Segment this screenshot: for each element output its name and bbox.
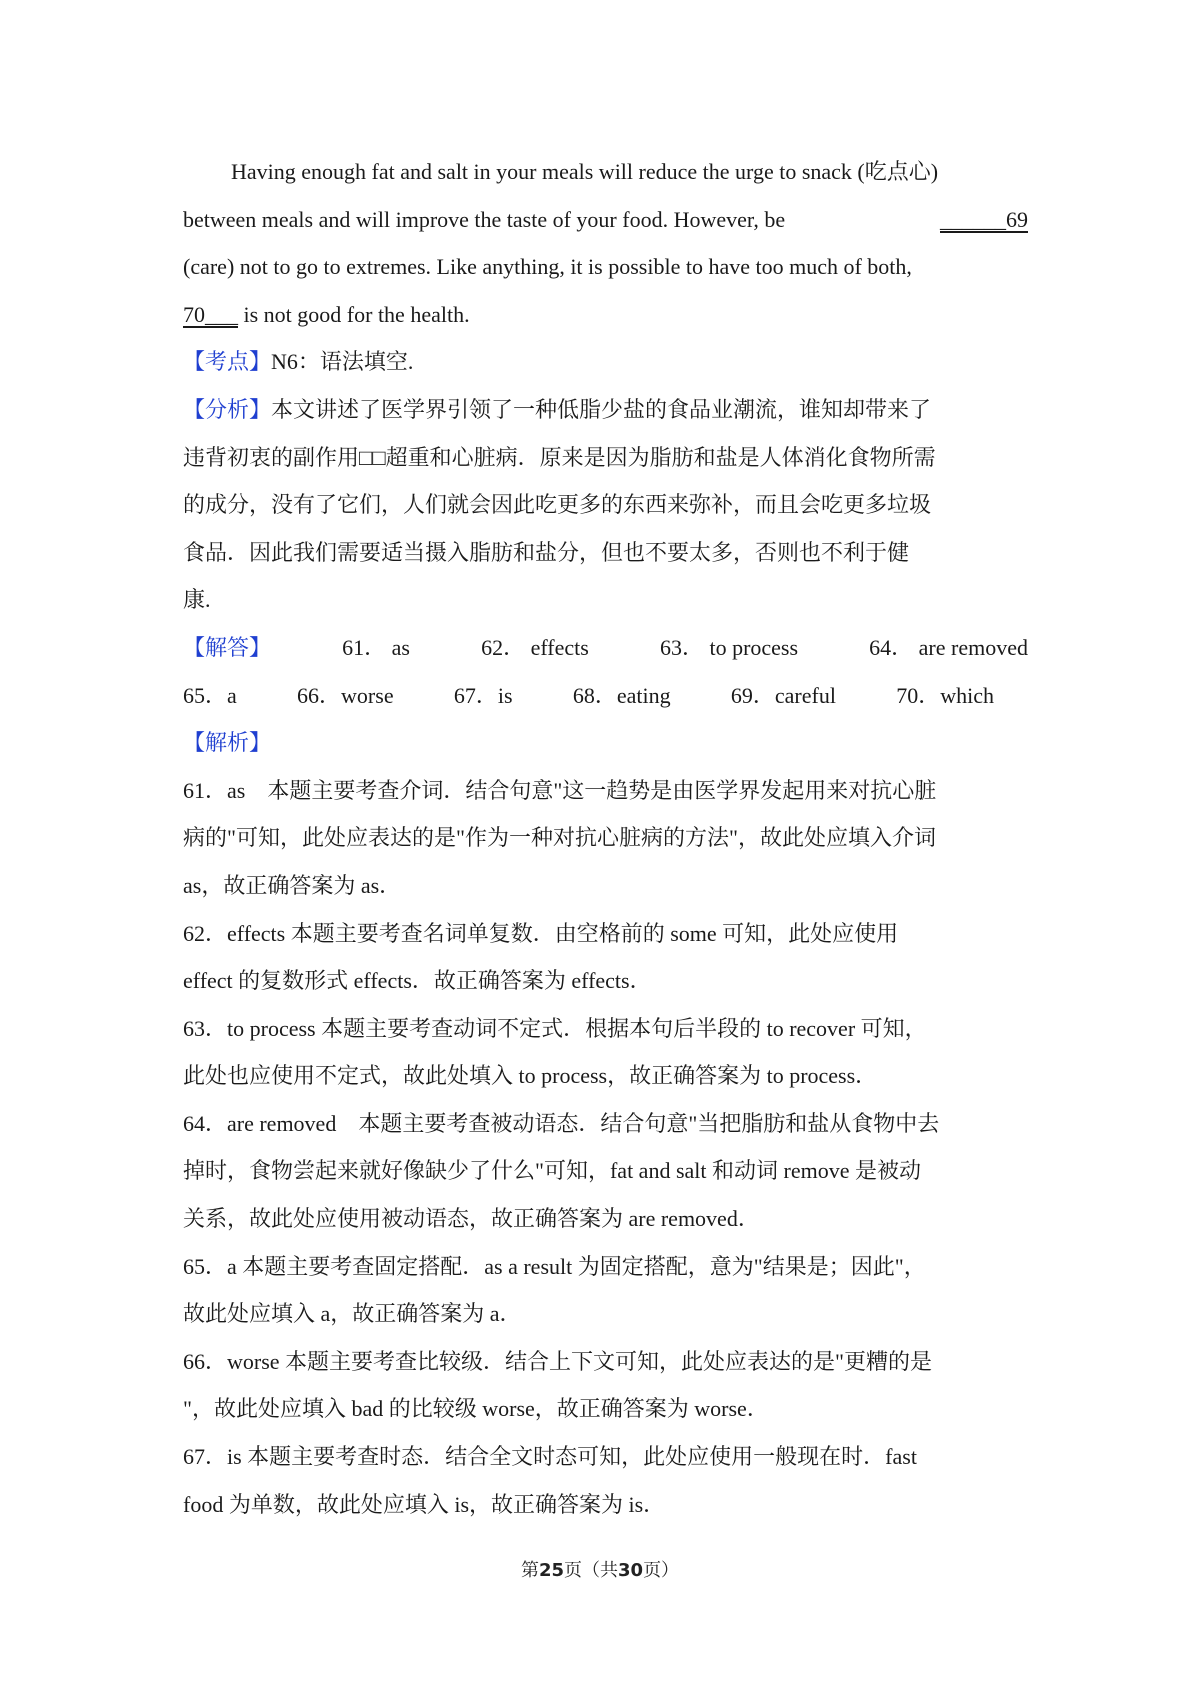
answer-69: 69．careful xyxy=(730,682,836,708)
footer-total-pages: 30 xyxy=(618,1560,644,1581)
passage-line-4 xyxy=(183,291,1028,339)
fenxi-line-3: 的成分，没有了它们，人们就会因此吃更多的东西来弥补，而且会吃更多垃圾 xyxy=(183,492,932,518)
jieda-row-1 xyxy=(183,624,1028,672)
passage-line-2 xyxy=(183,196,1028,244)
jiexi-line: 61．as 本题主要考查介词．结合句意"这一趋势是由医学界发起用来对抗心脏 xyxy=(183,777,937,803)
jiexi-line: 64．are removed 本题主要考查被动语态．结合句意"当把脂肪和盐从食物中去 xyxy=(183,1110,940,1136)
answer-61: 61． as xyxy=(342,634,410,660)
kaodian-tag: 【考点】 xyxy=(183,349,272,375)
jieda-tag: 【解答】 xyxy=(183,634,272,660)
answer-64: 64． are removed xyxy=(869,634,1028,660)
fenxi-line-5: 康. xyxy=(183,587,211,613)
answer-65: 65．a xyxy=(183,682,237,708)
footer-suffix: 页） xyxy=(643,1560,680,1581)
passage-line-1: Having enough fat and salt in your meals will reduce the urge to snack (吃点心) xyxy=(231,159,939,184)
passage-line-2-text: between meals and will improve the taste of your food. However, be xyxy=(183,206,786,232)
page-footer xyxy=(0,1556,1200,1582)
jiexi-line: food 为单数，故此处应填入 is，故正确答案为 is． xyxy=(183,1491,666,1517)
fenxi-text-1: 本文讲述了医学界引领了一种低脂少盐的食品业潮流，谁知却带来了 xyxy=(271,396,932,422)
kaodian-text: N6：语法填空. xyxy=(271,349,414,375)
footer-prefix: 第 xyxy=(520,1560,539,1581)
footer-middle: 页（共 xyxy=(564,1560,618,1581)
jiexi-line: 66．worse 本题主要考查比较级．结合上下文可知，此处应表达的是"更糟的是 xyxy=(183,1348,933,1374)
passage-line-4-text: is not good for the health. xyxy=(243,301,470,327)
jiexi-line: "，故此处应填入 bad 的比较级 worse，故正确答案为 worse． xyxy=(183,1396,769,1422)
answer-62: 62． effects xyxy=(481,634,589,660)
fenxi-tag: 【分析】 xyxy=(183,396,272,422)
fenxi-line-2: 违背初衷的副作用□□超重和心脏病．原来是因为脂肪和盐是人体消化食物所需 xyxy=(183,444,936,470)
footer-page-number: 25 xyxy=(538,1560,564,1581)
answer-70: 70．which xyxy=(896,682,994,708)
fenxi-line-4: 食品．因此我们需要适当摄入脂肪和盐分，但也不要太多，否则也不利于健 xyxy=(183,539,910,565)
jiexi-line: 63．to process 本题主要考查动词不定式．根据本句后半段的 to recover 可知， xyxy=(183,1015,927,1041)
jiexi-tag: 【解析】 xyxy=(183,730,272,756)
kaodian-section xyxy=(183,338,1028,386)
jiexi-line: 此处也应使用不定式，故此处填入 to process，故正确答案为 to process． xyxy=(183,1063,878,1089)
answer-63: 63． to process xyxy=(659,634,799,660)
blank-70: 70___ xyxy=(183,301,238,327)
answer-67: 67．is xyxy=(453,682,513,708)
jiexi-line: 62．effects 本题主要考查名词单复数．由空格前的 some 可知，此处应使用 xyxy=(183,920,899,946)
jiexi-line: 67．is 本题主要考查时态．结合全文时态可知，此处应使用一般现在时．fast xyxy=(183,1444,917,1470)
jiexi-line: 65．a 本题主要考查固定搭配．as a result 为固定搭配，意为"结果是；因此"， xyxy=(183,1253,926,1279)
jiexi-line: as，故正确答案为 as． xyxy=(183,872,402,898)
blank-69: ______69 xyxy=(940,206,1028,232)
answer-68: 68．eating xyxy=(572,682,671,708)
document-page xyxy=(183,148,1028,1528)
jiexi-line: 关系，故此处应使用被动语态，故正确答案为 are removed． xyxy=(183,1206,760,1232)
jiexi-line: effect 的复数形式 effects．故正确答案为 effects． xyxy=(183,968,652,994)
passage-line-3: (care) not to go to extremes. Like anything, it is possible to have too much of both, xyxy=(183,254,912,280)
jiexi-line: 故此处应填入 a，故正确答案为 a． xyxy=(183,1301,522,1327)
fenxi-line-1 xyxy=(183,386,1028,434)
answer-66: 66．worse xyxy=(297,682,394,708)
jiexi-line: 掉时，食物尝起来就好像缺少了什么"可知，fat and salt 和动词 remove 是被动 xyxy=(183,1158,921,1184)
jiexi-line: 病的"可知，此处应表达的是"作为一种对抗心脏病的方法"，故此处应填入介词 xyxy=(183,825,936,851)
jieda-row-2 xyxy=(183,672,1028,720)
